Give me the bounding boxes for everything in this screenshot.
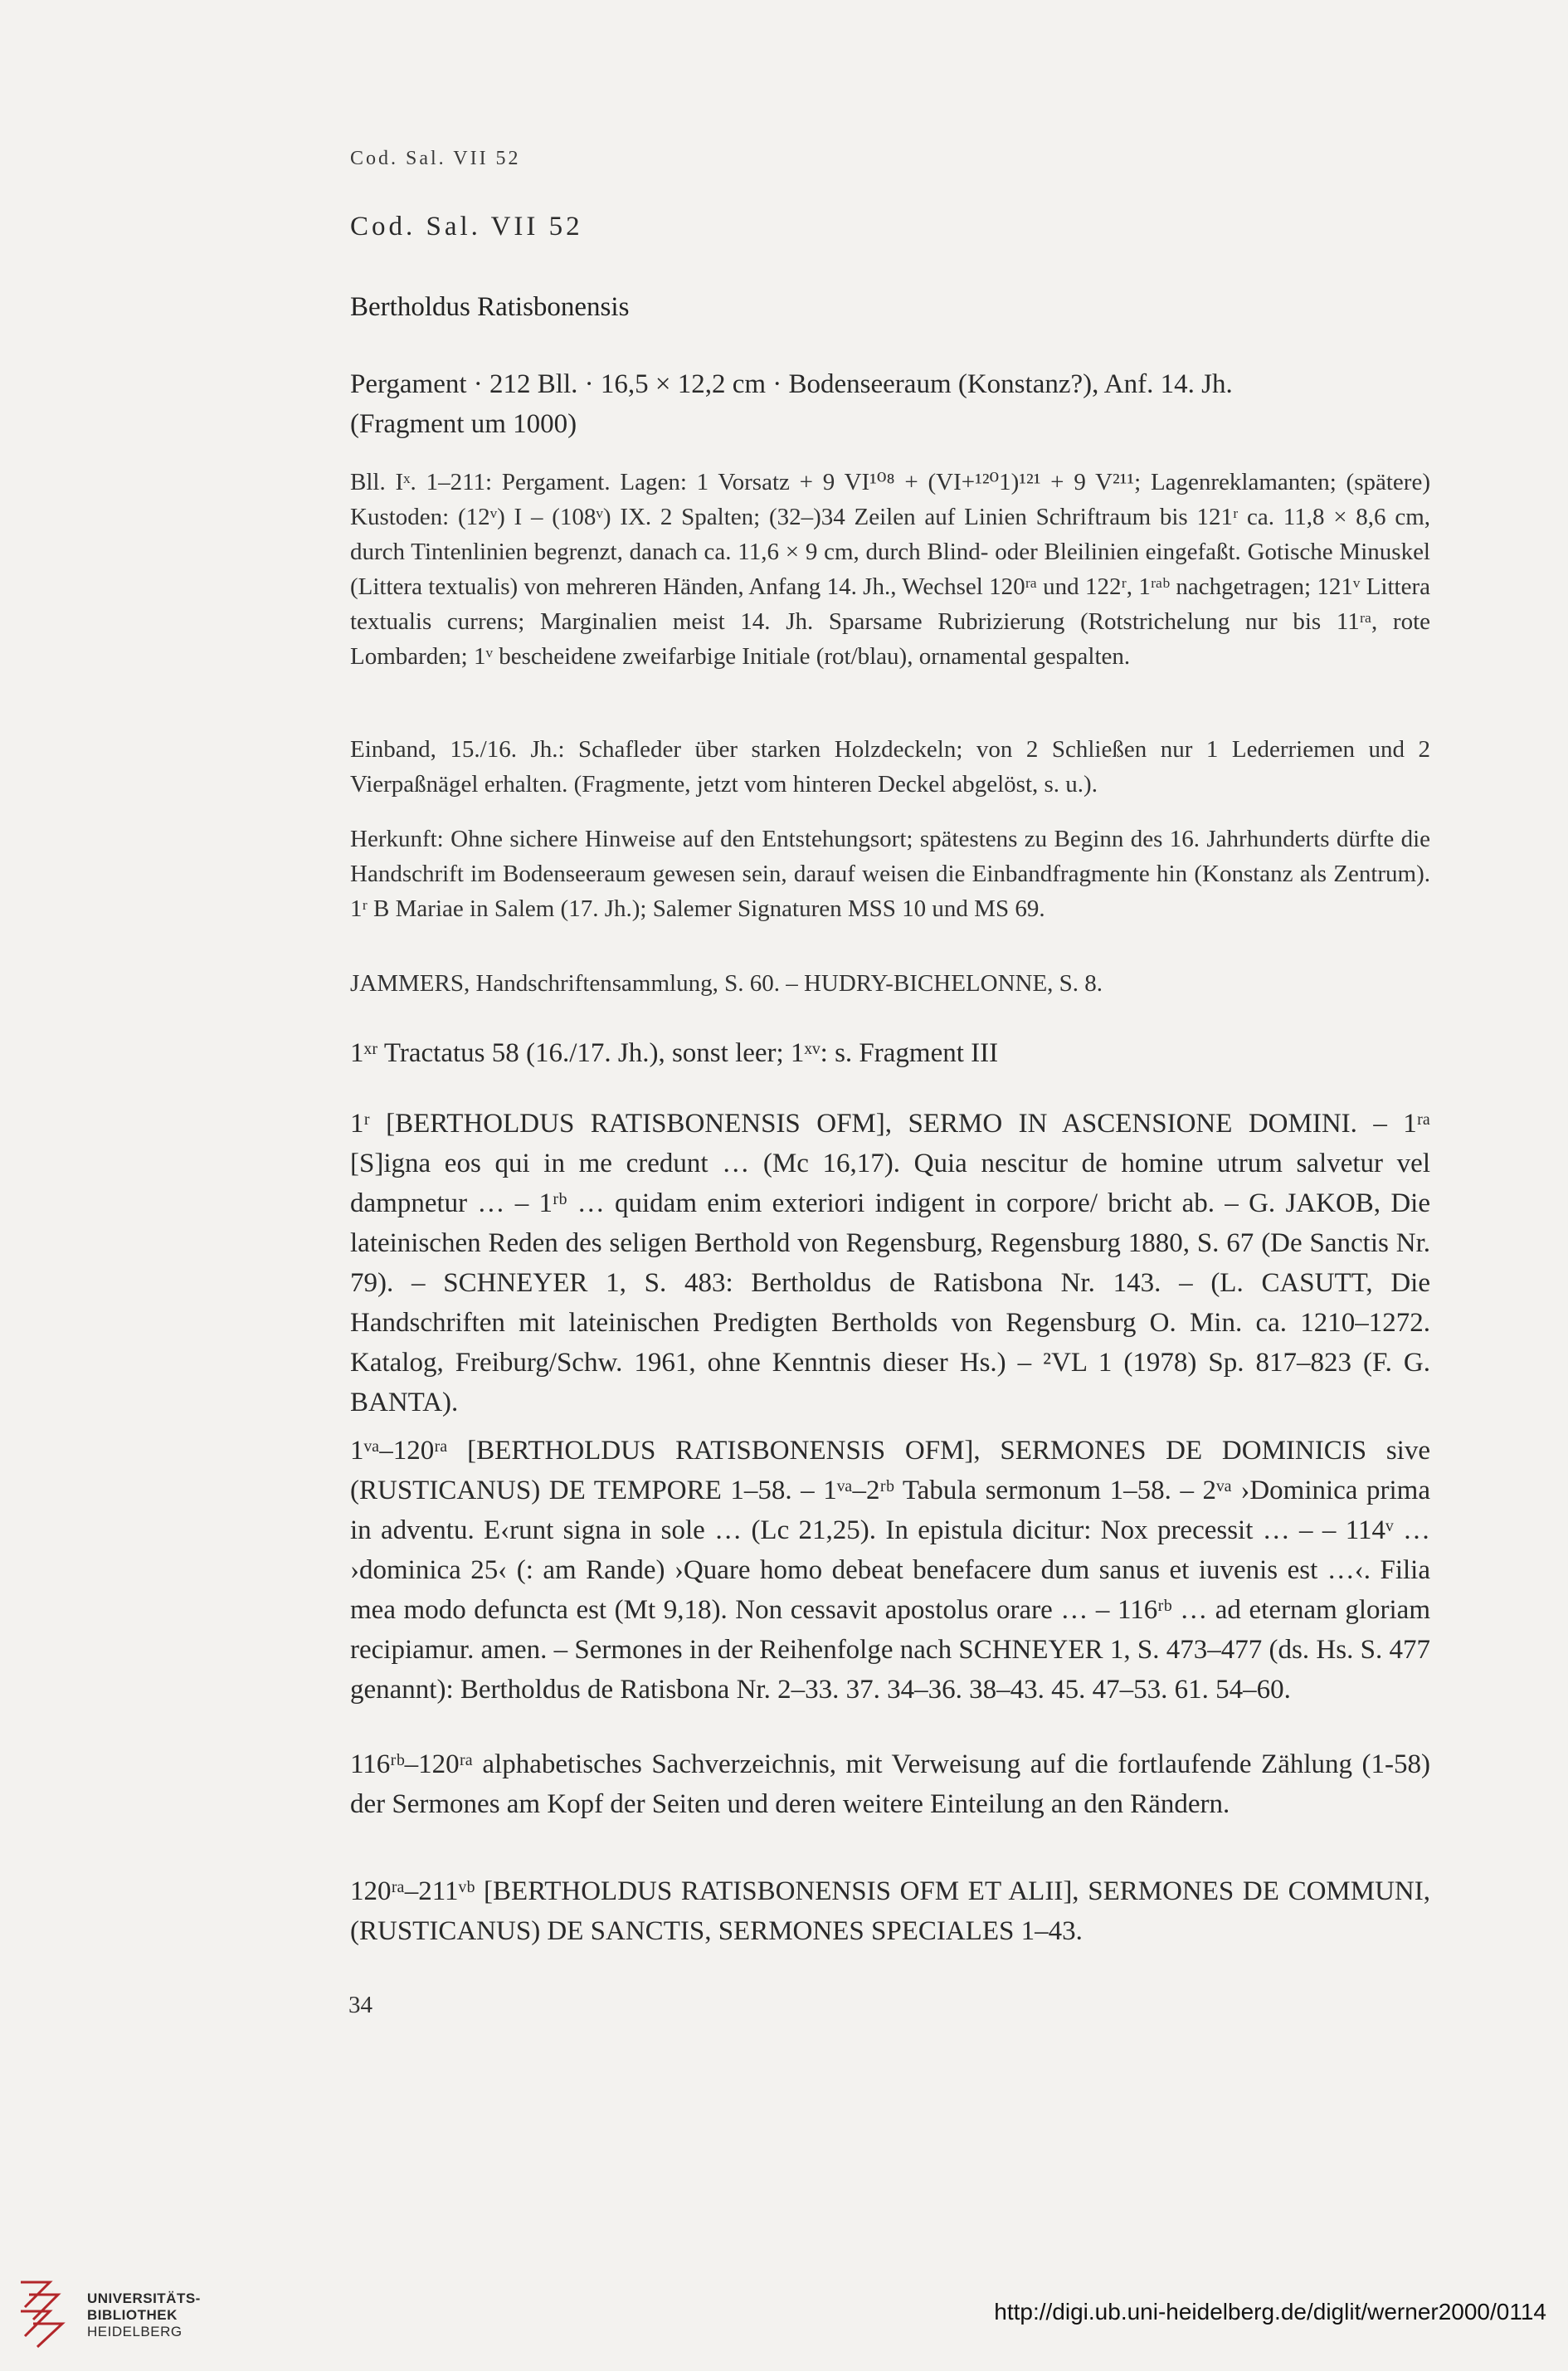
library-name-line1: UNIVERSITÄTS- [87, 2291, 201, 2306]
binding-description: Einband, 15./16. Jh.: Schafleder über starken Holzdeckeln; von 2 Schließen nur 1 Lederriemen und 2 Vierpaßnägel erhalten. (Fragmente, jetzt vom hinteren Deckel abgelöst, s. u.). [350, 736, 1430, 798]
physical-summary: Pergament · 212 Bll. · 16,5 × 12,2 cm · Bodenseeraum (Konstanz?), Anf. 14. Jh. [350, 369, 1233, 399]
source-url-link[interactable]: http://digi.ub.uni-heidelberg.de/diglit/werner2000/0114 [994, 2299, 1546, 2325]
content-entry-2: 1ʳ [BERTHOLDUS RATISBONENSIS OFM], SERMO IN ASCENSIONE DOMINI. – 1ʳᵃ [S]igna eos qui in me credunt … (Mc 16,17). Quia nescitur de homine utrum salvetur vel dampnetur … – 1ʳᵇ … quidam enim exteriori indigent in corpore/ bricht ab. – G. JAKOB, Die lateinischen Reden des seligen Berthold von Regensburg, Regensburg 1880, S. 67 (De Sanctis Nr. 79). – SCHNEYER 1, S. 483: Bertholdus de Ratisbona Nr. 143. – (L. CASUTT, Die Handschriften mit lateinischen Predigten Bertholds von Regensburg O. Min. ca. 1210–1272. Katalog, Freiburg/Schw. 1961, ohne Kenntnis dieser Hs.) – ²VL 1 (1978) Sp. 817–823 (F. G. BANTA). [350, 1109, 1430, 1417]
content-entry-5: 120ʳᵃ–211ᵛᵇ [BERTHOLDUS RATISBONENSIS OFM ET ALII], SERMONES DE COMMUNI, (RUSTICANUS) DE SANCTIS, SERMONES SPECIALES 1–43. [350, 1876, 1430, 1946]
codicological-description: Bll. Iˣ. 1–211: Pergament. Lagen: 1 Vorsatz + 9 VI¹⁰⁸ + (VI+¹²⁰1)¹²¹ + 9 V²¹¹; Lagenreklamanten; (spätere) Kustoden: (12ᵛ) I – (108ᵛ) IX. 2 Spalten; (32–)34 Zeilen auf Linien Schriftraum bis 121ʳ ca. 11,8 × 8,6 cm, durch Tintenlinien begrenzt, danach ca. 11,6 × 9 cm, durch Blind- oder Bleilinien eingefaßt. Gotische Minuskel (Littera textualis) von mehreren Händen, Anfang 14. Jh., Wechsel 120ʳᵃ und 122ʳ, 1ʳᵃᵇ nachgetragen; 121ᵛ Littera textualis currens; Marginalien meist 14. Jh. Sparsame Rubrizierung (Rotstrichelung nur bis 11ʳᵃ, rote Lombarden; 1ᵛ bescheidene zweifarbige Initiale (rot/blau), ornamental gespalten. [350, 469, 1430, 670]
manuscript-title: Bertholdus Ratisbonensis [350, 292, 630, 322]
provenance-description: Herkunft: Ohne sichere Hinweise auf den Entstehungsort; spätestens zu Beginn des 16. Jahrhunderts dürfte die Handschrift im Bodenseeraum gewesen sein, darauf weisen die Einbandfragmente hin (Konstanz als Zentrum). 1ʳ B Mariae in Salem (17. Jh.); Salemer Signaturen MSS 10 und MS 69. [350, 826, 1430, 922]
page-number: 34 [348, 1992, 373, 2018]
content-entry-3: 1ᵛᵃ–120ʳᵃ [BERTHOLDUS RATISBONENSIS OFM], SERMONES DE DOMINICIS sive (RUSTICANUS) DE TEMPORE 1–58. – 1ᵛᵃ–2ʳᵇ Tabula sermonum 1–58. – 2ᵛᵃ ›Dominica prima in adventu. E‹runt signa in sole … (Lc 21,25). In epistula dicitur: Nox precessit … – – 114ᵛ … ›dominica 25‹ (: am Rande) ›Quare homo debeat benefacere dum sanus et iuvenis est …‹. Filia mea modo defuncta est (Mt 9,18). Non cessavit apostolus orare … – 116ʳᵇ … ad eternam gloriam recipiamur. amen. – Sermones in der Reihenfolge nach SCHNEYER 1, S. 473–477 (ds. Hs. S. 477 genannt): Bertholdus de Ratisbona Nr. 2–33. 37. 34–36. 38–43. 45. 47–53. 61. 54–60. [350, 1436, 1430, 1705]
shelfmark-heading: Cod. Sal. VII 52 [350, 212, 583, 241]
library-name [87, 2291, 201, 2340]
library-name-line3: HEIDELBERG [87, 2324, 183, 2339]
literature-references: JAMMERS, Handschriftensammlung, S. 60. – HUDRY-BICHELONNE, S. 8. [350, 970, 1103, 997]
library-name-line2: BIBLIOTHEK [87, 2307, 178, 2323]
running-head: Cod. Sal. VII 52 [350, 148, 521, 169]
content-entry-1: 1ˣʳ Tractatus 58 (16./17. Jh.), sonst leer; 1ˣᵛ: s. Fragment III [350, 1038, 999, 1068]
library-logo-icon [17, 2274, 66, 2349]
content-entry-4: 116ʳᵇ–120ʳᵃ alphabetisches Sachverzeichnis, mit Verweisung auf die fortlaufende Zählung (1-58) der Sermones am Kopf der Seiten und deren weitere Einteilung an den Rändern. [350, 1749, 1430, 1819]
fragment-date: (Fragment um 1000) [350, 409, 577, 439]
